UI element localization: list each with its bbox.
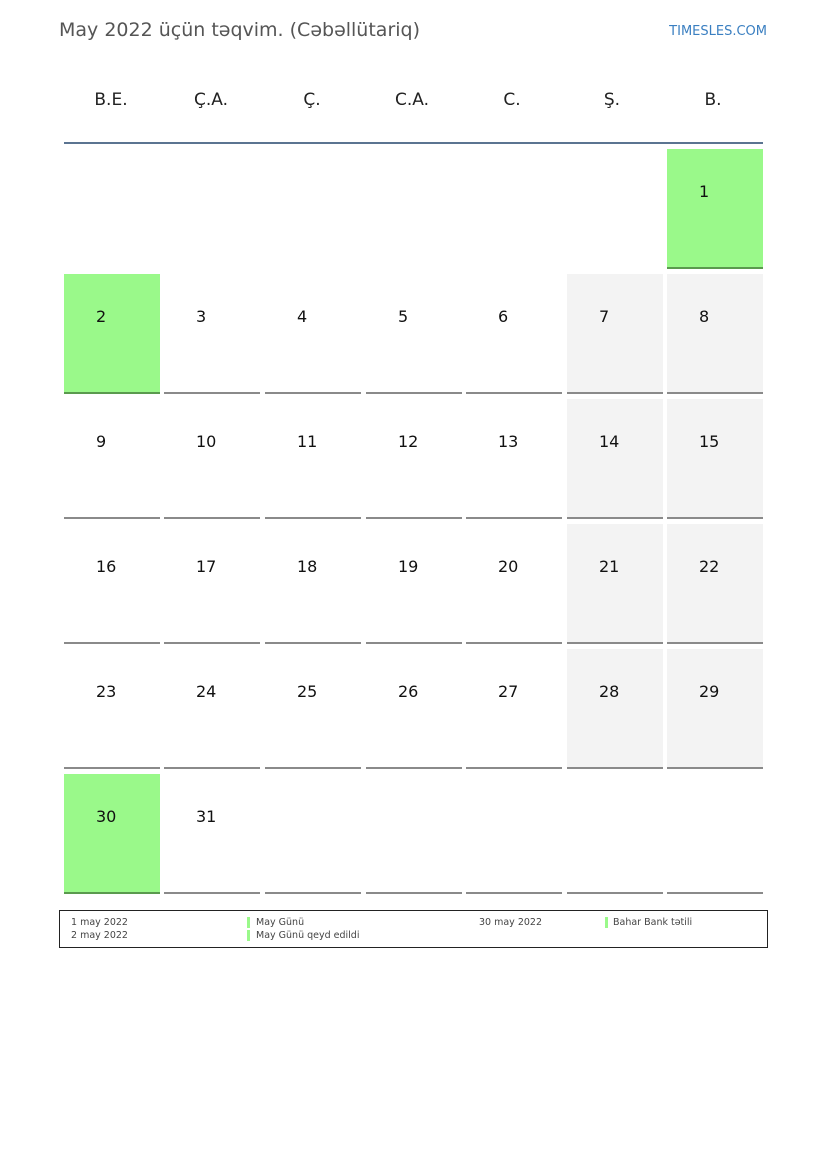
calendar-day-cell xyxy=(265,274,361,394)
day-number: 16 xyxy=(96,557,117,576)
calendar-day-cell xyxy=(466,274,562,394)
weekday-label: C.A. xyxy=(394,90,429,110)
day-number: 9 xyxy=(96,432,107,451)
weekday-label: Ç. xyxy=(303,90,321,110)
calendar-cell-empty xyxy=(366,149,462,269)
legend-color-bar xyxy=(605,917,608,928)
day-number: 17 xyxy=(196,557,217,576)
calendar-day-cell xyxy=(567,649,663,769)
calendar-day-cell xyxy=(667,524,763,644)
calendar-day-cell xyxy=(64,774,160,894)
calendar-day-cell xyxy=(265,524,361,644)
legend-color-bar xyxy=(247,917,250,928)
calendar-day-cell xyxy=(164,399,260,519)
calendar-day-cell xyxy=(164,774,260,894)
legend-holiday-name: May Günü qeyd edildi xyxy=(256,930,360,941)
calendar-day-cell xyxy=(64,649,160,769)
calendar-cell-empty xyxy=(164,149,260,269)
calendar-day-cell xyxy=(567,274,663,394)
day-number: 22 xyxy=(699,557,720,576)
weekday-label: Ş. xyxy=(603,90,621,110)
weekday-label: B.E. xyxy=(94,90,128,110)
day-number: 3 xyxy=(196,307,207,326)
calendar-day-cell xyxy=(64,399,160,519)
day-number: 26 xyxy=(398,682,419,701)
calendar-cell-empty xyxy=(265,774,361,894)
calendar-day-cell xyxy=(466,399,562,519)
weekday-label: Ç.A. xyxy=(193,90,228,110)
calendar-day-cell xyxy=(366,649,462,769)
day-number: 20 xyxy=(498,557,519,576)
day-number: 25 xyxy=(297,682,318,701)
calendar-cell-empty xyxy=(667,774,763,894)
calendar-day-cell xyxy=(466,524,562,644)
legend-holiday-name: May Günü xyxy=(256,917,305,928)
site-link[interactable]: TIMESLES.COM xyxy=(669,24,767,39)
calendar-day-cell xyxy=(366,274,462,394)
calendar-day-cell xyxy=(567,399,663,519)
day-number: 19 xyxy=(398,557,419,576)
legend-holiday-name: Bahar Bank tətili xyxy=(613,917,693,928)
day-number: 12 xyxy=(398,432,419,451)
calendar-cell-empty xyxy=(466,149,562,269)
calendar-day-cell xyxy=(265,649,361,769)
calendar-day-cell xyxy=(164,274,260,394)
day-number: 30 xyxy=(96,807,117,826)
calendar-day-cell xyxy=(366,524,462,644)
calendar-day-cell xyxy=(466,649,562,769)
day-number: 18 xyxy=(297,557,318,576)
legend-date: 2 may 2022 xyxy=(71,930,128,941)
weekday-label: B. xyxy=(704,90,722,110)
day-number: 11 xyxy=(297,432,318,451)
calendar-day-cell xyxy=(164,649,260,769)
day-number: 2 xyxy=(96,307,107,326)
day-number: 6 xyxy=(498,307,509,326)
day-number: 13 xyxy=(498,432,519,451)
day-number: 24 xyxy=(196,682,217,701)
calendar-day-cell xyxy=(567,524,663,644)
calendar-day-cell xyxy=(667,149,763,269)
calendar-cell-empty xyxy=(265,149,361,269)
holiday-legend xyxy=(59,910,768,948)
weekday-label: C. xyxy=(503,90,521,110)
calendar-cell-empty xyxy=(64,149,160,269)
day-number: 21 xyxy=(599,557,620,576)
legend-date: 1 may 2022 xyxy=(71,917,128,928)
day-number: 7 xyxy=(599,307,610,326)
day-number: 10 xyxy=(196,432,217,451)
calendar-cell-empty xyxy=(366,774,462,894)
calendar-day-cell xyxy=(64,524,160,644)
calendar-cell-empty xyxy=(466,774,562,894)
calendar-day-cell xyxy=(366,399,462,519)
day-number: 31 xyxy=(196,807,217,826)
calendar-cell-empty xyxy=(567,774,663,894)
legend-color-bar xyxy=(247,930,250,941)
day-number: 1 xyxy=(699,182,710,201)
calendar-day-cell xyxy=(164,524,260,644)
page-title: May 2022 üçün təqvim. (Cəbəllütariq) xyxy=(59,19,421,41)
legend-date: 30 may 2022 xyxy=(479,917,543,928)
day-number: 14 xyxy=(599,432,620,451)
day-number: 28 xyxy=(599,682,620,701)
calendar-day-cell xyxy=(667,399,763,519)
calendar-day-cell xyxy=(667,649,763,769)
day-number: 15 xyxy=(699,432,720,451)
day-number: 27 xyxy=(498,682,519,701)
day-number: 23 xyxy=(96,682,117,701)
day-number: 5 xyxy=(398,307,409,326)
calendar-day-cell xyxy=(64,274,160,394)
calendar-day-cell xyxy=(667,274,763,394)
calendar-day-cell xyxy=(265,399,361,519)
calendar-cell-empty xyxy=(567,149,663,269)
day-number: 29 xyxy=(699,682,720,701)
day-number: 8 xyxy=(699,307,710,326)
day-number: 4 xyxy=(297,307,308,326)
